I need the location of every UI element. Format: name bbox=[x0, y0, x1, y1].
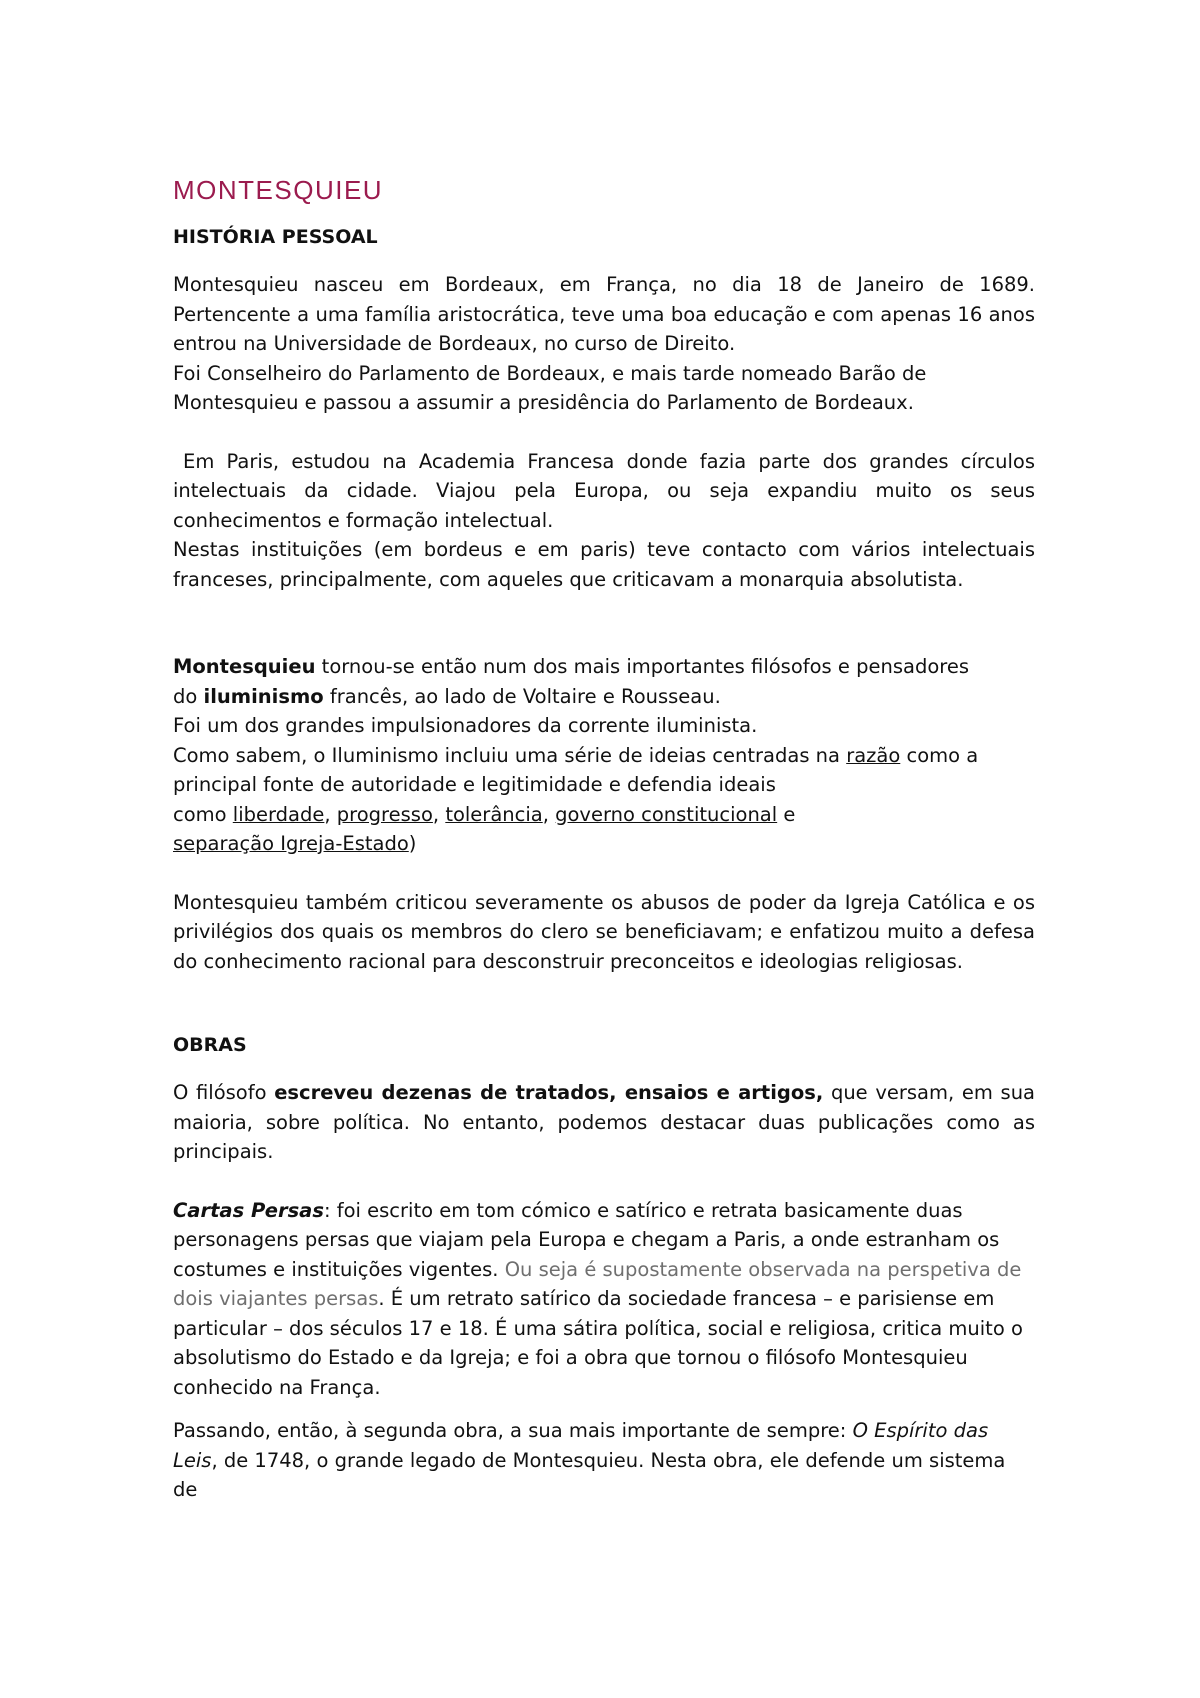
text-line: e bbox=[777, 802, 796, 826]
paragraph-instituicoes: Nestas instituições (em bordeus e em paris) teve contacto com vários intelectuais franceses, principalmente, com aqueles que criticavam a monarquia absolutista. bbox=[173, 538, 1035, 591]
text-line: Passando, então, à segunda obra, a sua mais importante de sempre: bbox=[173, 1419, 853, 1442]
paragraph-iluminismo bbox=[173, 652, 1035, 859]
paragraph-birth bbox=[173, 270, 1035, 359]
link-razao[interactable]: razão bbox=[846, 743, 901, 767]
text-line: principal fonte de autoridade e legitimidade e defendia ideais bbox=[173, 773, 776, 796]
text-line: que versam, em sua maioria, sobre política. No entanto, podemos destacar duas publicações como as principais. bbox=[173, 1081, 1035, 1163]
text-grey-note: Ou seja é supostamente observada na perspetiva de dois viajantes persas bbox=[173, 1257, 1022, 1310]
text-line: Como sabem, o Iluminismo incluiu uma série de ideias centradas na bbox=[173, 743, 847, 767]
text-line: francês, ao lado de Voltaire e Rousseau. bbox=[323, 684, 721, 708]
link-separacao-igreja-estado[interactable]: separação Igreja-Estado bbox=[173, 832, 409, 855]
document-title: MONTESQUIEU bbox=[173, 175, 384, 205]
text-conselheiro-2: Montesquieu e passou a assumir a presidência do Parlamento de Bordeaux. bbox=[173, 391, 914, 414]
paragraph-cartas-persas bbox=[173, 1196, 1035, 1403]
title-cartas-persas: Cartas Persas bbox=[173, 1198, 324, 1222]
paragraph-obras-intro bbox=[173, 1078, 1035, 1167]
text-line: ) bbox=[408, 832, 417, 855]
link-tolerancia[interactable]: tolerância bbox=[445, 802, 543, 826]
link-progresso[interactable]: progresso bbox=[336, 802, 433, 826]
spacer bbox=[173, 976, 1035, 1034]
link-governo-constitucional[interactable]: governo constitucional bbox=[555, 802, 778, 826]
title-espirito-das-leis: O Espírito das Leis bbox=[173, 1419, 989, 1472]
text-line: , bbox=[542, 802, 556, 826]
text-obras-bold: escreveu dezenas de tratados, ensaios e artigos, bbox=[274, 1081, 824, 1104]
paragraph-igreja: Montesquieu também criticou severamente os abusos de poder da Igreja Católica e os privilégios dos quais os membros do clero se beneficiavam; e enfatizou muito a defesa do conhecimento racional para desconstruir preconceitos e ideologias religiosas. bbox=[173, 890, 1035, 973]
paragraph-paris bbox=[173, 447, 1035, 536]
text-line: como bbox=[173, 802, 233, 826]
paragraph-conselheiro bbox=[173, 359, 1035, 418]
paragraph-espirito-das-leis bbox=[173, 1416, 1035, 1505]
heading-obras: OBRAS bbox=[173, 1034, 247, 1056]
text-line: , bbox=[432, 802, 446, 826]
text-paris: Em Paris, estudou na Academia Francesa donde fazia parte dos grandes círculos intelectuais da cidade. Viajou pela Europa, ou seja expandiu muito os seus conhecimentos e formação intelectual. bbox=[173, 449, 1035, 532]
text-line: do bbox=[173, 684, 204, 708]
spacer bbox=[173, 418, 1035, 447]
text-conselheiro-1: Foi Conselheiro do Parlamento de Bordeaux, e mais tarde nomeado Barão de bbox=[173, 361, 927, 385]
text-line: , de 1748, o grande legado de Montesquieu. Nesta obra, ele defende um sistema de bbox=[173, 1448, 1006, 1501]
term-iluminismo: iluminismo bbox=[203, 684, 324, 708]
text-line: como a bbox=[900, 743, 979, 767]
text-line: O filósofo bbox=[173, 1081, 275, 1104]
spacer bbox=[173, 594, 1035, 652]
text-line: , bbox=[324, 802, 337, 826]
term-montesquieu: Montesquieu bbox=[173, 655, 316, 678]
text-education: Pertencente a uma família aristocrática, teve uma boa educação e com apenas 16 anos entrou na Universidade de Bordeaux, no curso de Direito. bbox=[173, 302, 1035, 355]
spacer bbox=[173, 1167, 1035, 1196]
text-line: : foi escrito em tom cómico e satírico e retrata basicamente duas personagens persas que viajam pela Europa e chegam a Paris, a onde estranham os costumes e instituições vigentes. bbox=[173, 1198, 1000, 1281]
text-line: Foi um dos grandes impulsionadores da corrente iluminista. bbox=[173, 714, 758, 737]
text-birth-line: Montesquieu nasceu em Bordeaux, em França, no dia 18 de Janeiro de 1689. bbox=[173, 273, 1035, 296]
heading-historia-pessoal: HISTÓRIA PESSOAL bbox=[173, 226, 378, 248]
spacer bbox=[173, 1402, 1035, 1416]
spacer bbox=[173, 859, 1035, 888]
link-liberdade[interactable]: liberdade bbox=[232, 802, 325, 826]
text-line: tornou-se então num dos mais importantes filósofos e pensadores bbox=[315, 655, 970, 678]
text-line: . É um retrato satírico da sociedade francesa – e parisiense em particular – dos séculos 17 e 18. É uma sátira política, social e religiosa, critica muito o absolutismo do Estado e da Igreja; e foi a obra que tornou o filósofo Montesquieu conhecido na França. bbox=[173, 1287, 1023, 1399]
